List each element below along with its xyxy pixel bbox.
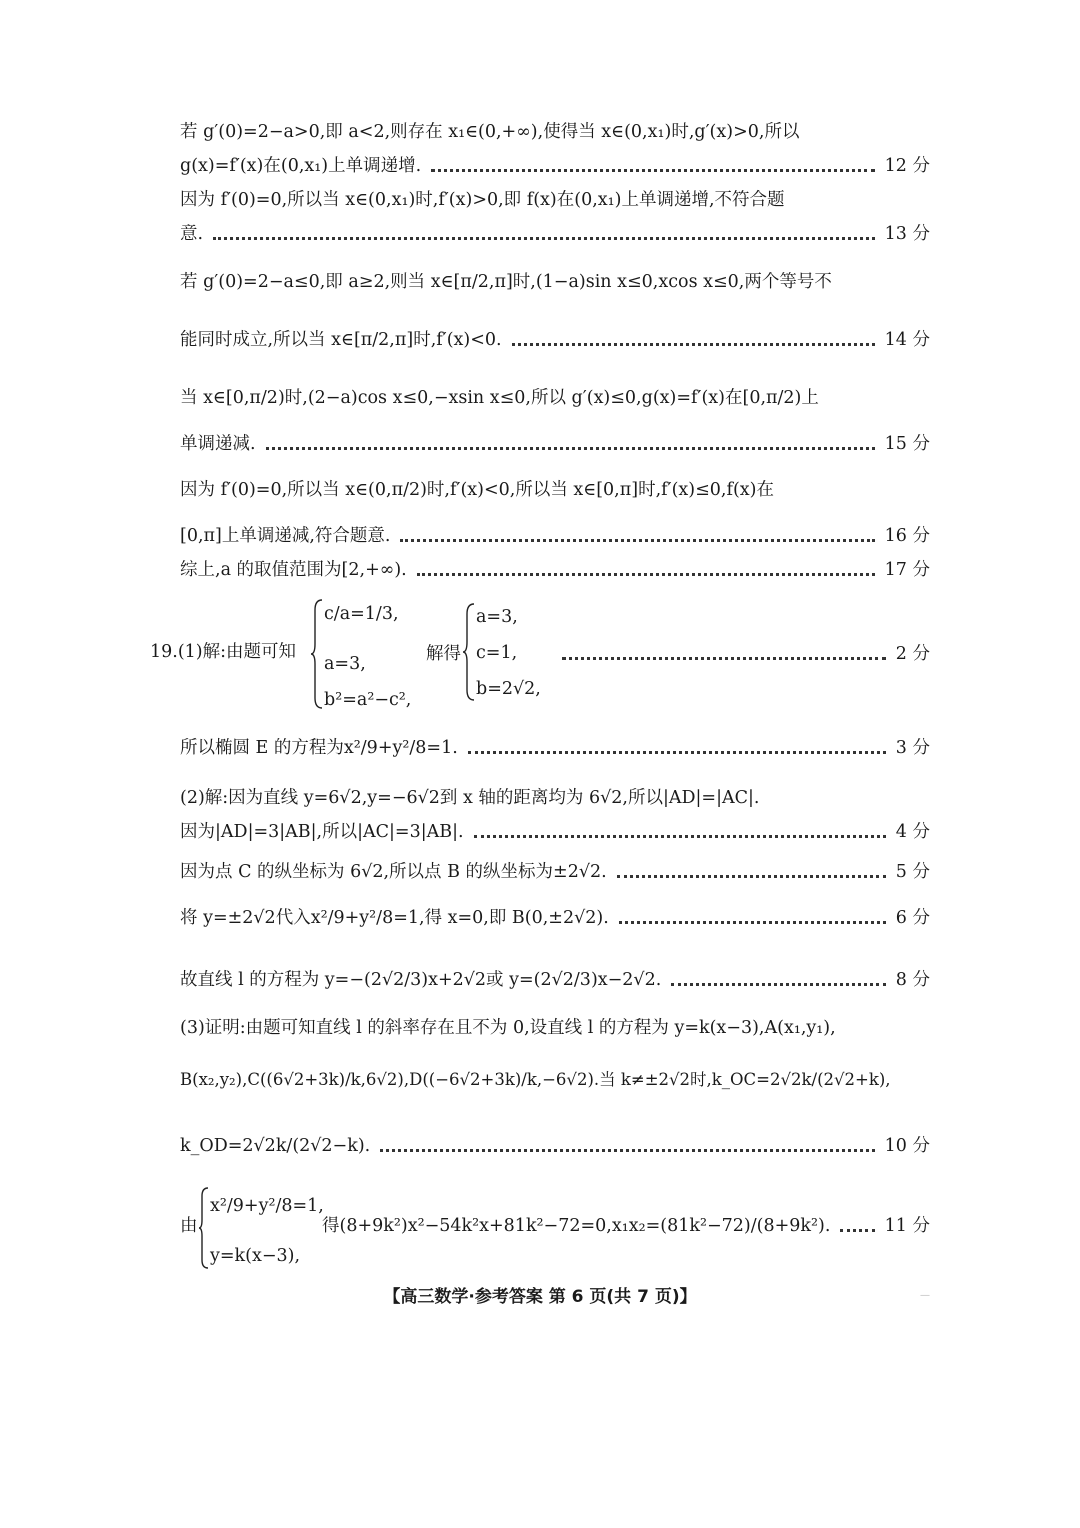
q19-label: 19.(1)解:由题可知 — [150, 642, 297, 662]
scored-line: 得(8+9k²)x²−54k²x+81k²−72=0,x₁x₂=(81k²−72)/(8+9k²). 11 分 — [322, 1216, 930, 1236]
score-label: 14 分 — [884, 330, 930, 350]
scored-line: 能同时成立,所以当 x∈[π/2,π]时,f′(x)<0. 14 分 — [180, 330, 930, 350]
system-eq: c=1, — [476, 643, 518, 663]
system-eq: y=k(x−3), — [210, 1246, 301, 1266]
scored-line: k_OD=2√2k/(2√2−k). 10 分 — [180, 1136, 930, 1156]
text-line: 因为 f′(0)=0,所以当 x∈(0,π/2)时,f′(x)<0,所以当 x∈[0,π]时,f′(x)≤0,f(x)在 — [180, 480, 774, 500]
system-eq: a=3, — [324, 654, 366, 674]
page-footer: 【高三数学·参考答案 第 6 页(共 7 页)】 — [383, 1287, 697, 1307]
text-line: (2)解:因为直线 y=6√2,y=−6√2到 x 轴的距离均为 6√2,所以|AD|=|AC|. — [180, 788, 760, 808]
system-eq: b²=a²−c², — [324, 690, 412, 710]
system-eq: a=3, — [476, 607, 518, 627]
text-line: 若 g′(0)=2−a>0,即 a<2,则存在 x₁∈(0,+∞),使得当 x∈(0,x₁)时,g′(x)>0,所以 — [180, 122, 800, 142]
text-line: 因为 f′(0)=0,所以当 x∈(0,x₁)时,f′(x)>0,即 f(x)在(0,x₁)上单调递增,不符合题 — [180, 190, 785, 210]
score-label: 12 分 — [884, 156, 930, 176]
score-label: 15 分 — [884, 434, 930, 454]
text-line: 当 x∈[0,π/2)时,(2−a)cos x≤0,−xsin x≤0,所以 g′(x)≤0,g(x)=f′(x)在[0,π/2)上 — [180, 388, 819, 408]
score-label: 16 分 — [884, 526, 930, 546]
score-label: 13 分 — [884, 224, 930, 244]
score-label: 11 分 — [884, 1216, 930, 1236]
score-label: 3 分 — [895, 738, 930, 758]
scored-line: 所以椭圆 E 的方程为x²/9+y²/8=1. 3 分 — [180, 738, 930, 758]
score-label: 5 分 — [895, 862, 930, 882]
scored-line: 将 y=±2√2代入x²/9+y²/8=1,得 x=0,即 B(0,±2√2). 6 分 — [180, 908, 930, 928]
corner-mark: — — [920, 1290, 930, 1301]
scored-line — [562, 642, 930, 666]
score-label: 8 分 — [895, 970, 930, 990]
system-eq: c/a=1/3, — [324, 604, 399, 624]
left-brace-icon — [462, 602, 476, 702]
score-label: 17 分 — [884, 560, 930, 580]
scored-line: [0,π]上单调递减,符合题意. 16 分 — [180, 526, 930, 546]
scored-line: 因为点 C 的纵坐标为 6√2,所以点 B 的纵坐标为±2√2. 5 分 — [180, 862, 930, 882]
score-label: 4 分 — [895, 822, 930, 842]
score-label: 2 分 — [895, 644, 930, 664]
scored-line: 因为|AD|=3|AB|,所以|AC|=3|AB|. 4 分 — [180, 822, 930, 842]
solve-label: 解得 — [426, 644, 461, 664]
scored-line: 意. 13 分 — [180, 224, 930, 244]
text-line: B(x₂,y₂),C((6√2+3k)/k,6√2),D((−6√2+3k)/k,−6√2).当 k≠±2√2时,k_OC=2√2k/(2√2+k), — [180, 1070, 891, 1089]
text-line: 若 g′(0)=2−a≤0,即 a≥2,则当 x∈[π/2,π]时,(1−a)sin x≤0,xcos x≤0,两个等号不 — [180, 272, 832, 292]
final-prefix: 由 — [180, 1216, 198, 1236]
left-brace-icon — [198, 1186, 210, 1270]
scored-line: g(x)=f′(x)在(0,x₁)上单调递增. 12 分 — [180, 156, 930, 176]
score-label: 10 分 — [884, 1136, 930, 1156]
score-label: 6 分 — [895, 908, 930, 928]
text-line: (3)证明:由题可知直线 l 的斜率存在且不为 0,设直线 l 的方程为 y=k(x−3),A(x₁,y₁), — [180, 1018, 836, 1038]
scored-line: 综上,a 的取值范围为[2,+∞). 17 分 — [180, 560, 930, 580]
system-eq: x²/9+y²/8=1, — [210, 1196, 324, 1216]
left-brace-icon — [310, 598, 324, 710]
scored-line: 单调递减. 15 分 — [180, 434, 930, 454]
system-eq: b=2√2, — [476, 679, 541, 699]
scored-line: 故直线 l 的方程为 y=−(2√2/3)x+2√2或 y=(2√2/3)x−2√2. 8 分 — [180, 970, 930, 990]
